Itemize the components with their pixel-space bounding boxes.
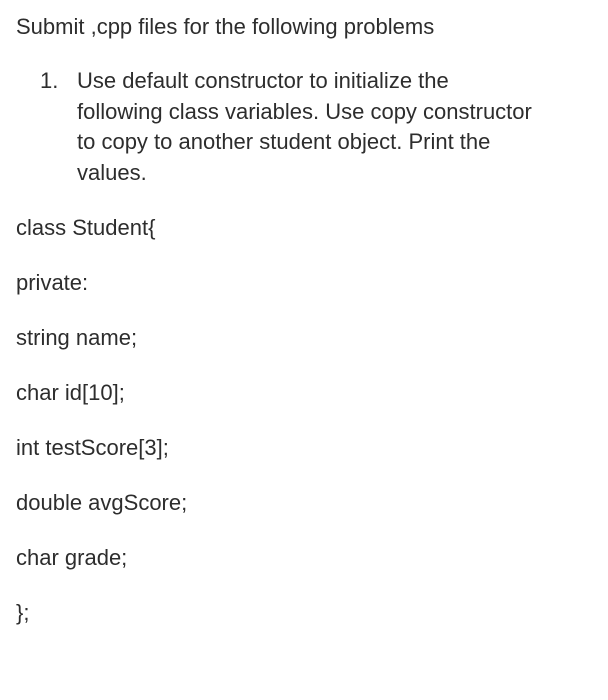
code-line-class-declaration: class Student{ — [16, 215, 156, 240]
problem-item — [40, 66, 600, 188]
code-line-testscore-field: int testScore[3]; — [16, 435, 169, 460]
problem-text-line: following class variables. Use copy constructor — [77, 98, 532, 124]
problem-text-line: to copy to another student object. Print the — [77, 129, 491, 154]
problem-number: 1. — [40, 68, 59, 93]
problem-text-line: Use default constructor to initialize the — [77, 68, 449, 93]
code-line-id-field: char id[10]; — [16, 380, 125, 405]
document-heading: Submit ,cpp files for the following problems — [16, 14, 435, 39]
problem-text-line: values. — [77, 159, 147, 185]
code-line-grade-field: char grade; — [16, 545, 128, 570]
code-line-name-field: string name; — [16, 325, 138, 350]
problem-list — [40, 66, 600, 188]
code-line-access-specifier: private: — [16, 270, 89, 295]
problem-text — [77, 66, 599, 188]
code-line-avgscore-field: double avgScore; — [16, 490, 188, 515]
code-line-class-closing: }; — [16, 600, 30, 625]
